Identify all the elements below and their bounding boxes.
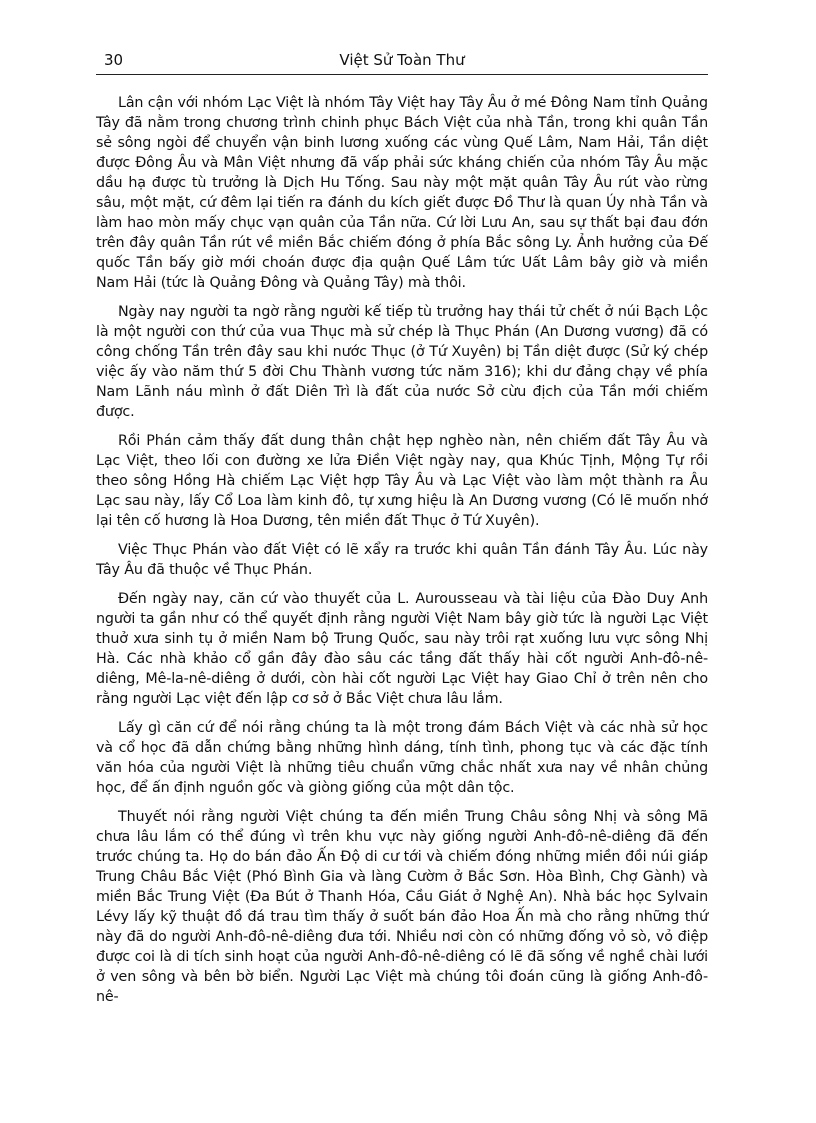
page-number: 30 bbox=[104, 51, 124, 69]
paragraph: Lân cận với nhóm Lạc Việt là nhóm Tây Việt hay Tây Âu ở mé Đông Nam tỉnh Quảng Tây đã nằm trong chương trình chinh phục Bách Việt của nhà Tần, trong khi quân Tần sẻ sông ngòi để chuyển vận binh lương xuống các vùng Quế Lâm, Nam Hải, Tần diệt được Đông Âu và Mân Việt nhưng đã vấp phải sức kháng chiến của nhóm Tây Âu mặc dầu hạ được tù trưởng là Dịch Hu Tống. Sau này một mặt quân Tây Âu rút vào rừng sâu, một mặt, cứ đêm lại tiến ra đánh du kích giết được Đồ Thư là quan Úy nhà Tần và làm hao mòn mấy chục vạn quân của Tần nữa. Cứ lời Lưu An, sau sự thất bại đau đớn trên đây quân Tần rút về miền Bắc chiếm đóng ở phía Bắc sông Ly. Ảnh hưởng của Đế quốc Tần bấy giờ mới choán được địa quận Quế Lâm tức Uất Lâm bây giờ và miền Nam Hải (tức là Quảng Đông và Quảng Tây) mà thôi. bbox=[96, 95, 708, 291]
paragraph: Ngày nay người ta ngờ rằng người kế tiếp tù trưởng hay thái tử chết ở núi Bạch Lộc là một người con thứ của vua Thục mà sử chép là Thục Phán (An Dương vương) đã có công chống Tần trên đây sau khi nước Thục (ở Tứ Xuyên) bị Tần diệt được (Sử ký chép việc ấy vào năm thứ 5 đời Chu Thành vương tức năm 316); khi dư đảng chạy về phía Nam Lãnh náu mình ở đất Diên Trì là đất của nước Sở cừu địch của Tần mới chiếm được. bbox=[96, 304, 708, 420]
paragraph: Đến ngày nay, căn cứ vào thuyết của L. Aurousseau và tài liệu của Đào Duy Anh người ta gần như có thể quyết định rằng người Việt Nam bây giờ tức là người Lạc Việt thuở xưa sinh tụ ở miền Nam bộ Trung Quốc, sau này trôi rạt xuống lưu vực sông Nhị Hà. Các nhà khảo cổ gần đây đào sâu các tầng đất thấy hài cốt người Anh-đô-nê-diêng, Mê-la-nê-diêng ở dưới, còn hài cốt người Lạc Việt hay Giao Chỉ ở trên nên cho rằng người Lạc việt đến lập cơ sở ở Bắc Việt chưa lâu lắm. bbox=[96, 591, 708, 707]
running-title: Việt Sử Toàn Thư bbox=[339, 51, 465, 69]
book-page bbox=[96, 46, 708, 1016]
paragraph: Việc Thục Phán vào đất Việt có lẽ xẩy ra trước khi quân Tần đánh Tây Âu. Lúc này Tây Âu đã thuộc về Thục Phán. bbox=[96, 542, 708, 578]
paragraph: Thuyết nói rằng người Việt chúng ta đến miền Trung Châu sông Nhị và sông Mã chưa lâu lắm có thể đúng vì trên khu vực này giống người Anh-đô-nê-diêng đã đến trước chúng ta. Họ do bán đảo Ấn Độ di cư tới và chiếm đóng những miền đồi núi giáp Trung Châu Bắc Việt (Phó Bình Gia và làng Cườm ở Bắc Sơn. Hòa Bình, Chợ Gành) và miền Bắc Trung Việt (Đa Bút ở Thanh Hóa, Cầu Giát ở Nghệ An). Nhà bác học Sylvain Lévy lấy kỹ thuật đồ đá trau tìm thấy ở suốt bán đảo Hoa Ấn mà cho rằng những thứ này đã do người Anh-đô-nê-diêng đưa tới. Nhiều nơi còn có những đống vỏ sò, vỏ điệp được coi là di tích sinh hoạt của người Anh-đô-nê-diêng có lẽ đã sống về nghề chài lưới ở ven sông và bên bờ biển. Người Lạc Việt mà chúng tôi đoán cũng là giống Anh-đô-nê- bbox=[96, 809, 708, 1005]
page-header bbox=[96, 46, 708, 74]
page-body bbox=[96, 93, 708, 1007]
paragraph: Rồi Phán cảm thấy đất dung thân chật hẹp nghèo nàn, nên chiếm đất Tây Âu và Lạc Việt, theo lối con đường xe lửa Điền Việt ngày nay, qua Khúc Tịnh, Mộng Tự rồi theo sông Hồng Hà chiếm Lạc Việt hợp Tây Âu và Lạc Việt vào làm một thành ra Âu Lạc sau này, lấy Cổ Loa làm kinh đô, tự xưng hiệu là An Dương vương (Có lẽ muốn nhớ lại tên cố hương là Hoa Dương, tên miền đất Thục ở Tứ Xuyên). bbox=[96, 433, 708, 529]
header-rule bbox=[96, 74, 708, 75]
paragraph: Lấy gì căn cứ để nói rằng chúng ta là một trong đám Bách Việt và các nhà sử học và cổ học đã dẫn chứng bằng những hình dáng, tính tình, phong tục và các đặc tính văn hóa của người Việt là những tiêu chuẩn vững chắc nhất xưa nay về nhân chủng học, để ấn định nguồn gốc và giòng giống của một dân tộc. bbox=[96, 720, 708, 796]
